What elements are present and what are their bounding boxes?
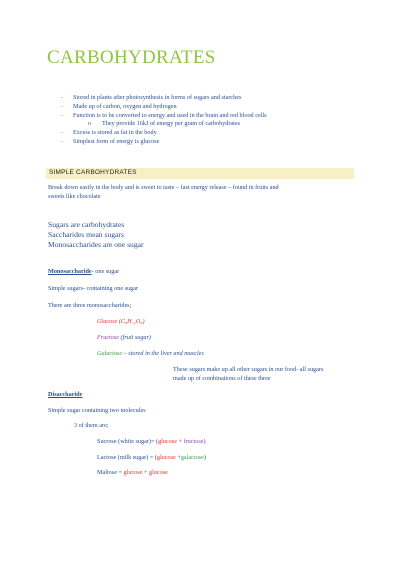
definition-line: Monosaccharides are one sugar: [48, 240, 144, 249]
galactose-line: [97, 350, 204, 357]
bullet-marker: -: [61, 94, 64, 101]
lactose-text: Lactose (milk sugar) = (: [97, 454, 157, 461]
di-line: Simple sugar containing two molecules: [48, 407, 146, 414]
plus-sign: +: [175, 454, 181, 461]
maltose-text: Maltose =: [97, 469, 124, 476]
bullet-item: [61, 138, 159, 145]
intro-line: sweets like chocolate: [48, 193, 101, 200]
note-line: These sugars make up all other sugars in our food- all sugars: [173, 366, 324, 373]
bullet-marker: -: [61, 103, 64, 110]
di-line: 3 of them are;: [74, 422, 109, 429]
note-line: made up of combinations of these three: [173, 375, 271, 382]
sub-bullet-text: They provide 16kJ of energy per gram of carbohydrates: [102, 120, 241, 127]
bullet-text: Stored in plants after photosynthesis in forms of sugars and starches: [73, 94, 242, 101]
mono-line: There are three monosaccharides;: [48, 302, 132, 309]
plus-sign: +: [142, 469, 150, 476]
definition-line: Sugars are carbohydrates: [48, 220, 125, 229]
fructose-label: Fructose: [97, 334, 119, 341]
section-header-band: [46, 168, 354, 179]
bullet-item: [61, 112, 267, 119]
monosaccharide-title: Monosaccharide: [48, 268, 92, 275]
definition-line: Saccharides mean sugars: [48, 230, 124, 239]
plus-sign: +: [176, 438, 184, 445]
bullet-marker: -: [61, 138, 64, 145]
bullet-text: Simplest form of energy is glucose: [73, 138, 160, 145]
bullet-marker: -: [61, 112, 64, 119]
bullet-text: Excess is stored as fat in the body: [73, 129, 157, 136]
disaccharide-heading: [48, 391, 82, 398]
section-header: SIMPLE CARBOHYDRATES: [49, 169, 137, 176]
monosaccharide-title-rest: - one sugar: [91, 268, 120, 275]
glucose-label: Glucose: [97, 318, 118, 325]
close-paren: ): [203, 454, 206, 461]
intro-line: Break down easily in the body and is sweet to taste – fast energy release – found in fruits and: [48, 184, 279, 191]
bullet-item: [61, 129, 157, 136]
sucrose-fructose: fructose: [183, 438, 204, 445]
disaccharide-title: Disaccharide: [48, 391, 83, 398]
maltose-glucose-a: glucose: [123, 469, 143, 476]
lactose-glucose: glucose: [156, 454, 176, 461]
bullet-item: [61, 103, 177, 110]
glucose-line: [97, 318, 145, 325]
bullet-text: Function is to be converted to energy and used in the brain and red blood cells: [73, 112, 267, 119]
sucrose-glucose: glucose: [158, 438, 177, 445]
maltose-line: [97, 469, 168, 476]
bullet-item: [61, 94, 241, 101]
page-title: CARBOHYDRATES: [47, 47, 216, 68]
sucrose-text: Sucrose (white sugar)= (: [97, 438, 159, 445]
fructose-line: [97, 334, 151, 341]
monosaccharide-heading: [48, 268, 119, 275]
maltose-glucose-b: glucose: [149, 469, 168, 476]
mono-line: Simple sugars- containing one sugar: [48, 285, 139, 292]
sub-bullet-marker: o: [88, 120, 92, 127]
close-paren: ): [203, 438, 206, 445]
bullet-text: Made up of carbon, oxygen and hydrogen: [73, 103, 177, 110]
lactose-galactose: galactose: [180, 454, 204, 461]
sucrose-line: [97, 438, 206, 445]
fructose-note: (fruit sugar): [120, 334, 151, 341]
galactose-note: – stored in the liver and muscles: [123, 350, 204, 357]
bullet-marker: -: [61, 129, 64, 136]
lactose-line: [97, 454, 206, 461]
glucose-formula: (C₆H₁₂O₆): [118, 318, 145, 325]
galactose-label: Galactose: [97, 350, 123, 357]
sub-bullet-item: [88, 120, 240, 127]
